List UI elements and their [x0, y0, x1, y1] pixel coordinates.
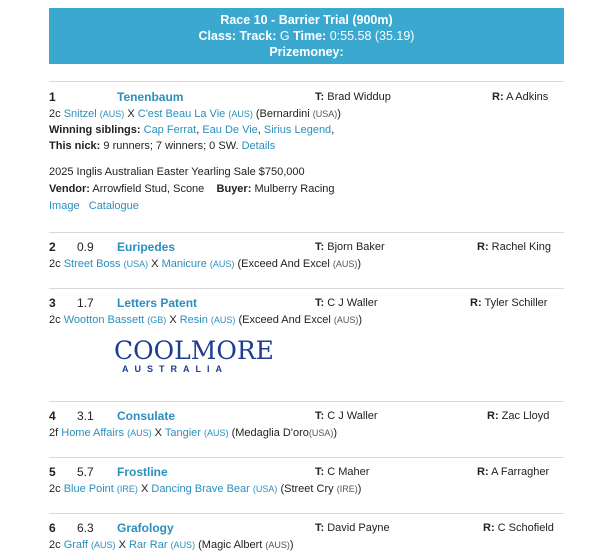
jockey [477, 466, 549, 478]
runner-name-link[interactable]: Grafology [117, 521, 174, 535]
jockey [483, 522, 554, 534]
trainer-label: T: [315, 466, 325, 478]
runner-name-link[interactable]: Tenenbaum [117, 90, 184, 104]
jockey [487, 410, 549, 422]
jockey-name: Zac Lloyd [501, 410, 550, 422]
damsire: (Magic Albert (AUS)) [198, 539, 294, 551]
pedigree-line [49, 539, 294, 551]
this-nick-label: This nick: [49, 140, 101, 152]
jockey [477, 241, 551, 253]
sire-country: (AUS) [91, 540, 116, 550]
divider [49, 81, 564, 82]
runner-name-link[interactable]: Letters Patent [117, 296, 198, 310]
race-info-line [49, 28, 564, 44]
runner-row [49, 409, 564, 449]
sire-link[interactable]: Wootton Bassett [63, 314, 145, 326]
buyer-name: Mulberry Racing [254, 183, 335, 195]
divider [49, 401, 564, 402]
winning-siblings-label: Winning siblings: [49, 124, 141, 136]
sire-country: (USA) [123, 259, 149, 269]
age-sex: 2c [49, 108, 61, 120]
runner-margin: 6.3 [77, 521, 94, 535]
race-title: Race 10 - Barrier Trial (900m) [220, 13, 393, 27]
trainer [315, 241, 385, 253]
jockey [470, 297, 547, 309]
damsire: (Exceed And Excel (AUS)) [238, 314, 363, 326]
trainer-name: C Maher [327, 466, 370, 478]
time-value: 0:55.58 (35.19) [329, 29, 415, 43]
sibling-link[interactable]: Sirius Legend [263, 124, 332, 136]
class-label: Class: [198, 29, 237, 43]
jockey-name: Tyler Schiller [484, 297, 548, 309]
trainer-name: David Payne [327, 522, 390, 534]
cross-symbol: X [151, 258, 159, 270]
jockey-label: R: [483, 522, 495, 534]
dam-link[interactable]: Resin [179, 314, 208, 326]
sire-country: (GB) [147, 315, 167, 325]
image-link[interactable]: Image [49, 200, 80, 212]
runner-margin: 1.7 [77, 296, 94, 310]
runner-margin: 0.9 [77, 240, 94, 254]
track-value: G [279, 29, 290, 43]
damsire: (Exceed And Excel (AUS)) [237, 258, 362, 270]
pedigree-line [49, 427, 337, 439]
dam-country: (AUS) [210, 315, 236, 325]
trainer-label: T: [315, 522, 325, 534]
trainer [315, 466, 369, 478]
vendor-name: Arrowfield Stud, Scone [92, 183, 205, 195]
trainer-label: T: [315, 91, 325, 103]
trainer-label: T: [315, 241, 325, 253]
trainer-name: Bjorn Baker [327, 241, 385, 253]
cross-symbol: X [140, 483, 149, 495]
cross-symbol: X [127, 108, 135, 120]
divider [49, 232, 564, 233]
runner-position: 5 [49, 465, 56, 479]
damsire: (Medaglia D'oro(USA)) [231, 427, 338, 439]
runner-row [49, 521, 564, 556]
jockey-name: A Adkins [506, 91, 549, 103]
sponsor-logo-subtitle: AUSTRALIA [122, 364, 228, 374]
runner-position: 4 [49, 409, 56, 423]
runner-position: 1 [49, 90, 56, 104]
runner-position: 2 [49, 240, 56, 254]
sire-link[interactable]: Home Affairs [61, 427, 125, 439]
runner-margin: 5.7 [77, 465, 94, 479]
runner-row [49, 465, 564, 505]
dam-country: (AUS) [204, 428, 229, 438]
winning-siblings: Winning siblings: Cap Ferrat, Eau De Vie, Sirius Legend, [49, 124, 335, 136]
jockey-label: R: [470, 297, 482, 309]
trainer-label: T: [315, 410, 325, 422]
dam-link[interactable]: Manicure [161, 258, 207, 270]
sire-link[interactable]: Blue Point [63, 483, 114, 495]
pedigree-line [49, 483, 361, 495]
track-label: Track: [239, 29, 277, 43]
trainer [315, 297, 378, 309]
sire-link[interactable]: Graff [63, 539, 88, 551]
dam-link[interactable]: Tangier [164, 427, 201, 439]
trainer [315, 91, 391, 103]
divider [49, 288, 564, 289]
runner-position: 6 [49, 521, 56, 535]
race-header [49, 8, 564, 64]
jockey-label: R: [487, 410, 499, 422]
age-sex: 2c [49, 314, 61, 326]
sibling-link[interactable]: Cap Ferrat [143, 124, 197, 136]
cross-symbol: X [169, 314, 177, 326]
sponsor-logo[interactable] [114, 336, 274, 374]
sponsor-logo-name: COOLMORE [114, 336, 274, 365]
runner-name-link[interactable]: Frostline [117, 465, 168, 479]
sire-country: (AUS) [99, 109, 125, 119]
age-sex: 2c [49, 539, 61, 551]
dam-country: (USA) [252, 484, 278, 494]
vendor-label: Vendor: [49, 183, 90, 195]
dam-link[interactable]: Dancing Brave Bear [151, 483, 250, 495]
this-nick-text: 9 runners; 7 winners; 0 SW. [103, 140, 239, 152]
jockey-label: R: [492, 91, 504, 103]
jockey-label: R: [477, 466, 489, 478]
pedigree-line [49, 108, 341, 120]
vendor-buyer [49, 183, 335, 195]
pedigree-line [49, 258, 361, 270]
trainer-name: Brad Widdup [327, 91, 391, 103]
sire-country: (IRE) [116, 484, 138, 494]
jockey-label: R: [477, 241, 489, 253]
time-label: Time: [293, 29, 327, 43]
jockey-name: A Farragher [491, 466, 550, 478]
dam-country: (AUS) [170, 540, 196, 550]
sale-text: 2025 Inglis Australian Easter Yearling Sale $750,000 [49, 166, 305, 178]
jockey-name: Rachel King [491, 241, 551, 253]
jockey-name: C Schofield [497, 522, 554, 534]
buyer-label: Buyer: [216, 183, 252, 195]
divider [49, 457, 564, 458]
details-link[interactable]: Details [241, 140, 276, 152]
dam-link[interactable]: C'est Beau La Vie [137, 108, 226, 120]
age-sex: 2c [49, 483, 61, 495]
runner-position: 3 [49, 296, 56, 310]
sibling-link[interactable]: Eau De Vie [202, 124, 258, 136]
runner-row [49, 90, 564, 230]
damsire: (Street Cry (IRE)) [280, 483, 362, 495]
runner-name-link[interactable]: Euripedes [117, 240, 176, 254]
divider [49, 513, 564, 514]
damsire: (Bernardini (USA)) [255, 108, 341, 120]
sire-link[interactable]: Snitzel [63, 108, 97, 120]
pedigree-line [49, 314, 362, 326]
runner-margin: 3.1 [77, 409, 94, 423]
catalogue-link[interactable]: Catalogue [88, 200, 139, 212]
age-sex: 2c [49, 258, 61, 270]
runner-name-link[interactable]: Consulate [117, 409, 176, 423]
age-sex: 2f [49, 427, 59, 439]
prizemoney-label: Prizemoney: [269, 45, 344, 59]
cross-symbol: X [118, 539, 126, 551]
dam-link[interactable]: Rar Rar [128, 539, 168, 551]
dam-country: (AUS) [209, 259, 235, 269]
trainer-name: C J Waller [327, 297, 378, 309]
runner-row [49, 240, 564, 280]
trainer [315, 410, 378, 422]
cross-symbol: X [154, 427, 162, 439]
trainer-label: T: [315, 297, 325, 309]
trainer [315, 522, 390, 534]
dam-country: (AUS) [228, 109, 253, 119]
trainer-name: C J Waller [327, 410, 378, 422]
this-nick [49, 140, 275, 152]
jockey [492, 91, 548, 103]
media-links [49, 200, 139, 212]
sire-country: (AUS) [127, 428, 152, 438]
sire-link[interactable]: Street Boss [63, 258, 121, 270]
